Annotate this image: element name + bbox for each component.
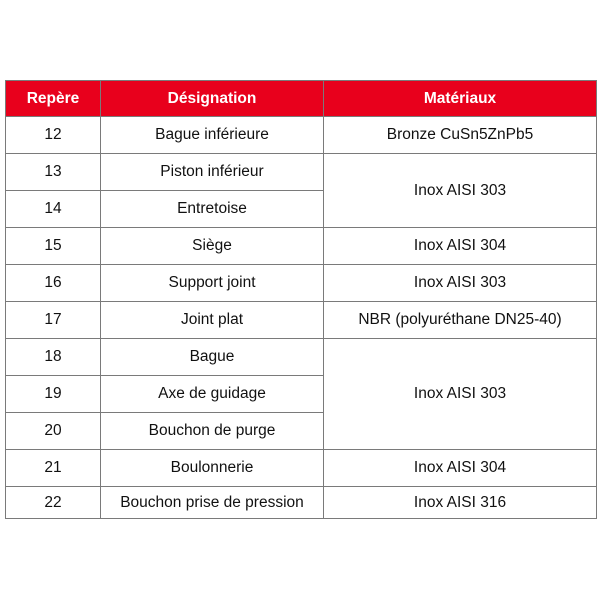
cell-repere: 20 xyxy=(6,413,101,450)
table-row xyxy=(6,302,597,339)
table-row xyxy=(6,154,597,191)
cell-designation: Entretoise xyxy=(101,191,324,228)
cell-materiau: Inox AISI 303 xyxy=(324,154,597,228)
materials-table xyxy=(5,80,597,519)
table-row xyxy=(6,487,597,519)
cell-repere: 22 xyxy=(6,487,101,519)
cell-materiau: Inox AISI 303 xyxy=(324,339,597,450)
table-row xyxy=(6,265,597,302)
cell-designation: Joint plat xyxy=(101,302,324,339)
cell-designation: Bague xyxy=(101,339,324,376)
materials-table-container xyxy=(5,80,596,519)
cell-repere: 14 xyxy=(6,191,101,228)
table-row xyxy=(6,339,597,376)
header-repere: Repère xyxy=(6,81,101,117)
cell-materiau: Inox AISI 304 xyxy=(324,450,597,487)
cell-repere: 18 xyxy=(6,339,101,376)
header-designation: Désignation xyxy=(101,81,324,117)
cell-repere: 13 xyxy=(6,154,101,191)
table-row xyxy=(6,450,597,487)
cell-repere: 21 xyxy=(6,450,101,487)
cell-materiau: Inox AISI 303 xyxy=(324,265,597,302)
cell-repere: 16 xyxy=(6,265,101,302)
cell-materiau: Inox AISI 316 xyxy=(324,487,597,519)
header-materiaux: Matériaux xyxy=(324,81,597,117)
cell-designation: Support joint xyxy=(101,265,324,302)
table-row xyxy=(6,117,597,154)
cell-designation: Siège xyxy=(101,228,324,265)
cell-designation: Axe de guidage xyxy=(101,376,324,413)
cell-designation: Boulonnerie xyxy=(101,450,324,487)
cell-designation: Bague inférieure xyxy=(101,117,324,154)
cell-repere: 19 xyxy=(6,376,101,413)
table-row xyxy=(6,228,597,265)
cell-materiau: NBR (polyuréthane DN25-40) xyxy=(324,302,597,339)
cell-materiau: Inox AISI 304 xyxy=(324,228,597,265)
table-header-row xyxy=(6,81,597,117)
cell-repere: 17 xyxy=(6,302,101,339)
cell-repere: 15 xyxy=(6,228,101,265)
cell-materiau: Bronze CuSn5ZnPb5 xyxy=(324,117,597,154)
cell-designation: Piston inférieur xyxy=(101,154,324,191)
cell-designation: Bouchon de purge xyxy=(101,413,324,450)
cell-designation: Bouchon prise de pression xyxy=(101,487,324,519)
cell-repere: 12 xyxy=(6,117,101,154)
